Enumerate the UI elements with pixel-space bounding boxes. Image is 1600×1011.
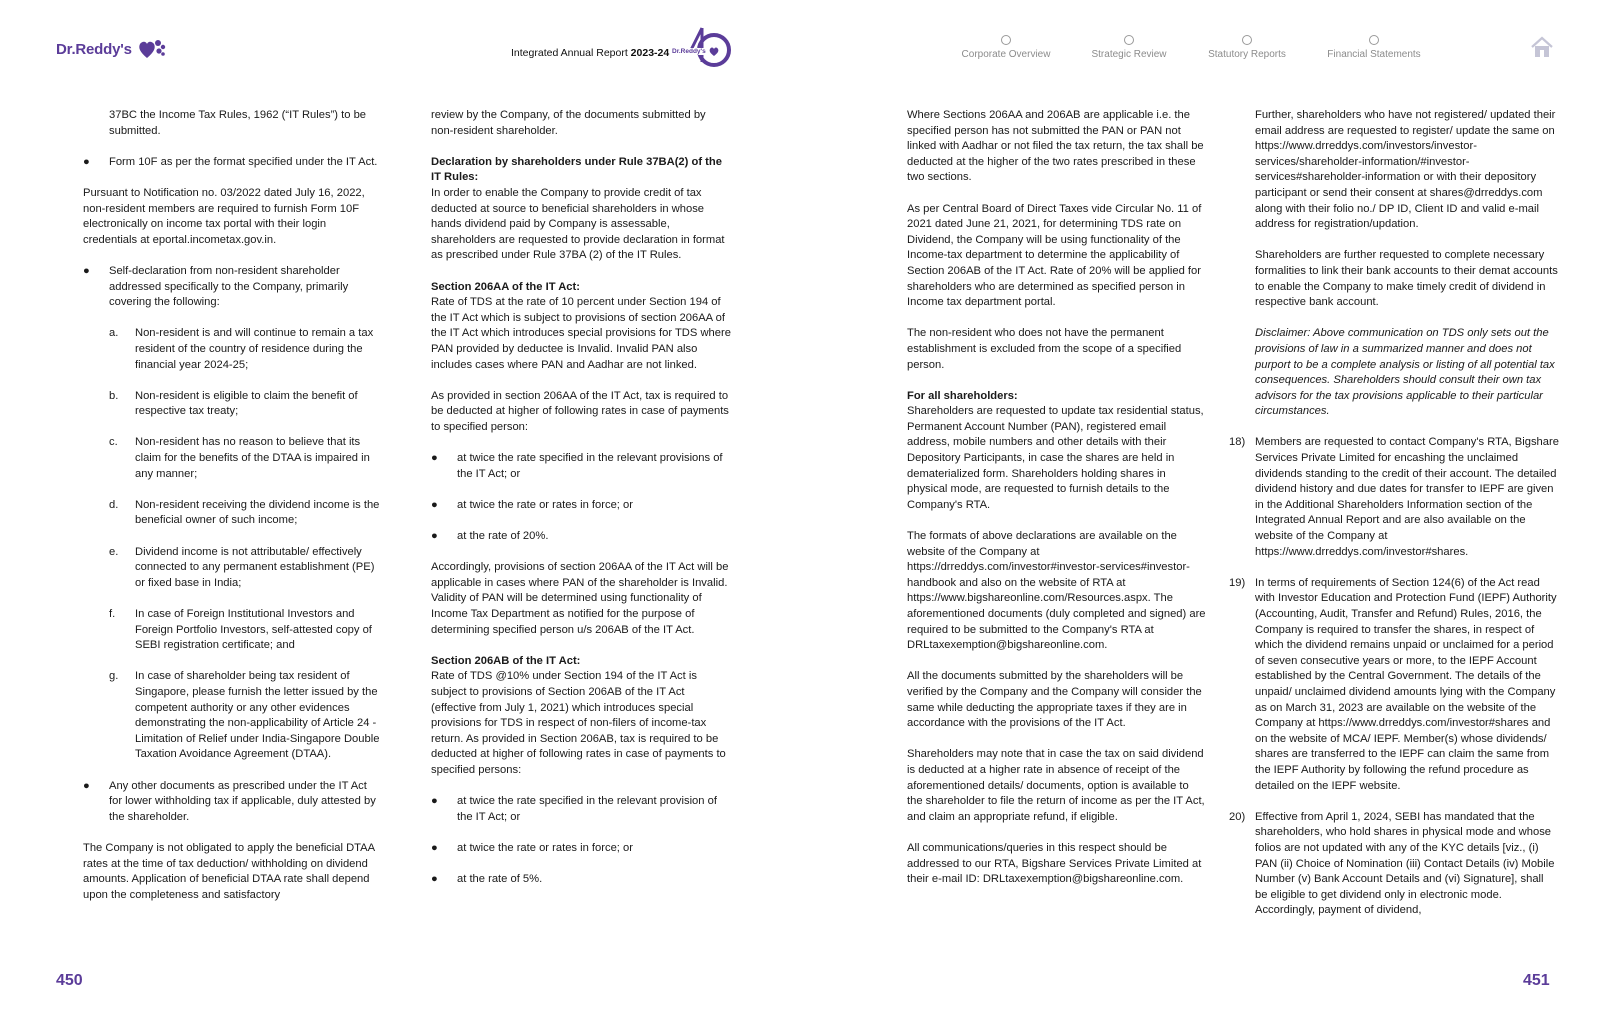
column-1 <box>83 108 383 919</box>
bullet-item: ● at the rate of 20%. <box>431 529 731 545</box>
bullet-icon: ● <box>83 264 90 277</box>
section-heading: Section 206AA of the IT Act: <box>431 280 580 293</box>
paragraph: As provided in section 206AA of the IT Act, tax is required to be deducted at higher of following rates in case of payments to specified person: <box>431 389 729 433</box>
paragraph: Accordingly, provisions of section 206AA of the IT Act will be applicable in cases where PAN of the shareholder is Invalid. Validity of PAN will be determined using functionality of Income Tax Department as notified for the purpose of determining specified person u/s 206AB of the IT Act. <box>431 561 729 636</box>
section-heading: Declaration by shareholders under Rule 37BA(2) of the IT Rules: <box>431 155 722 184</box>
nav-dot-icon <box>1369 35 1379 45</box>
logo-text: Dr.Reddy's <box>56 40 132 58</box>
bullet-item: ● Form 10F as per the format specified under the IT Act. <box>83 155 383 171</box>
nav-corporate-overview[interactable]: Corporate Overview <box>936 35 1076 60</box>
paragraph: As per Central Board of Direct Taxes vide Circular No. 11 of 2021 dated June 21, 2021, for determining TDS rate on Dividend, the Company will be using functionality of the Income-tax department to determine the applicability of Section 206AB of the IT Act. Rate of 20% will be applied for shareholders who are determined as specified person in Income tax department portal. <box>907 202 1202 309</box>
numbered-item: 18) Members are requested to contact Company's RTA, Bigshare Services Private Limited for encashing the unclaimed dividends standing to the credit of their account. The detailed dividend history and due dates for transfer to IEPF are given in the Additional Shareholders Information section of the Integrated Annual Report and are also available on the website of the Company at https://www.drreddys.com/investor#shares. <box>1229 436 1559 558</box>
nav-strategic-review[interactable]: Strategic Review <box>1059 35 1199 60</box>
paragraph: Rate of TDS at the rate of 10 percent under Section 194 of the IT Act which is subject to provisions of section 206AA of the IT Act which introduces special provisions for TDS where PAN provided by deductee is Invalid. Invalid PAN also includes cases where PAN and Aadhar are not linked. <box>431 296 731 371</box>
page-number-left: 450 <box>56 972 83 989</box>
paragraph: The non-resident who does not have the permanent establishment is excluded from the scope of a specified person. <box>907 327 1182 371</box>
badge-number <box>472 26 473 27</box>
paragraph: Pursuant to Notification no. 03/2022 dated July 16, 2022, non-resident members are required to furnish Form 10F electronically on income tax portal with their login credentials at eportal.incometax.gov.in. <box>83 186 365 246</box>
report-title: Integrated Annual Report 2023-24 <box>511 47 670 59</box>
nav-dot-icon <box>1124 35 1134 45</box>
paragraph: In order to enable the Company to provide credit of tax deducted at source to beneficial shareholders in whose hands dividend paid by Company is assessable, shareholders are requested to provide declaration in format as prescribed under Rule 37BA (2) of the IT Rules. <box>431 186 725 262</box>
list-item: f. In case of Foreign Institutional Investors and Foreign Portfolio Investors, self-attested copy of SEBI registration certificate; and <box>109 608 372 652</box>
paragraph: Shareholders are requested to update tax residential status, Permanent Account Number (PAN), registered email address, mobile numbers and other details with their Depository Participants, in case the shares are held in dematerialized form. Shareholders holding shares in physical mode, are requested to furnish details to the Company's RTA. <box>907 405 1204 511</box>
list-item: d. Non-resident receiving the dividend income is the beneficial owner of such income; <box>109 498 380 527</box>
page-number-right: 451 <box>1523 972 1550 989</box>
paragraph: Shareholders may note that in case the tax on said dividend is deducted at a higher rate in absence of receipt of the aforementioned details/ documents, option is available to the shareholder to file the return of income as per the IT Act, and claim an appropriate refund, if eligible. <box>907 748 1205 823</box>
paragraph: All the documents submitted by the shareholders will be verified by the Company and the Company will consider the same while deducting the appropriate taxes if they are in accordance with the provisions of the IT Act. <box>907 670 1202 730</box>
nav-dot-icon <box>1242 35 1252 45</box>
bullet-item: ● at twice the rate specified in the relevant provisions of the IT Act; or <box>431 452 723 480</box>
badge-text: Dr.Reddy's <box>672 48 706 55</box>
paragraph: The formats of above declarations are available on the website of the Company at https://drreddys.com/investor#investor-services#investor-handbook and also on the website of RTA at https://www.bigshareonline.com/Resources.aspx. The aforementioned documents (duly completed and signed) are required to be submitted to the Company's RTA at DRLtaxexemption@bigshareonline.com. <box>907 530 1206 652</box>
bullet-icon: ● <box>431 873 438 886</box>
paragraph: Further, shareholders who have not registered/ updated their email address are requested to register/ update the same on https://www.drreddys.com/investors/investor-services/shareholder-information/#investor-services#shareholder-information or with their depository participant or send their consent at shares@drreddys.com along with their folio no./ DP ID, Client ID and valid e-mail address for registration/updation. <box>1255 109 1556 231</box>
paragraph: Shareholders are further requested to complete necessary formalities to link their bank accounts to their demat accounts to enable the Company to make timely credit of dividend in respective bank account. <box>1255 249 1558 309</box>
bullet-item: ● at twice the rate or rates in force; or <box>431 841 731 857</box>
bullet-item: ● at twice the rate specified in the relevant provision of the IT Act; or <box>431 795 717 823</box>
list-item: g. In case of shareholder being tax resident of Singapore, please furnish the letter issued by the competent authority or any other evidences demonstrating the non-applicability of Article 24 - Limitation of Relief under India-Singapore Double Taxation Avoidance Agreement (DTAA). <box>109 670 380 761</box>
bullet-icon: ● <box>431 452 438 465</box>
numbered-item: 20) Effective from April 1, 2024, SEBI has mandated that the shareholders, who hold shares in physical mode and whose folios are not updated with any of the KYC details [viz., (i) PAN (ii) Choice of Nomination (iii) Contact Details (iv) Mobile Number (v) Bank Account Details and (vi) Signature], shall be eligible to get dividend only in electronic mode. Accordingly, payment of dividend, <box>1229 810 1555 917</box>
paragraph: All communications/queries in this respect should be addressed to our RTA, Bigshare Services Private Limited at their e-mail ID: DRLtaxexemption@bigshareonline.com. <box>907 841 1202 886</box>
home-button[interactable] <box>1530 36 1554 63</box>
bullet-icon: ● <box>83 155 90 168</box>
paragraph: The Company is not obligated to apply the beneficial DTAA rates at the time of tax deduction/ withholding on dividend amounts. Application of beneficial DTAA rate shall depend upon the completeness and satisfactory <box>83 841 375 901</box>
list-item: e. Dividend income is not attributable/ effectively connected to any permanent establishment (PE) or fixed base in India; <box>109 545 375 589</box>
column-2 <box>431 108 731 903</box>
report-year: 2023-24 <box>630 47 670 59</box>
bullet-icon: ● <box>431 498 438 511</box>
numbered-item: 19) In terms of requirements of Section 124(6) of the Act read with Investor Education and Protection Fund (IEPF) Authority (Accounting, Audit, Transfer and Refund) Rules, 2016, the Company is required to transfer the shares, in respect of which the dividend remains unpaid or unclaimed for a period of seven consecutive years or more, to the IEPF Account established by the Central Government. The details of the unpaid/ unclaimed dividend amounts lying with the Company as on March 31, 2023 are available on the website of the Company at https://www.drreddys.com/investor#shares and on the website of MCA/ IEPF. Member(s) whose dividends/ shares are transferred to the IEPF can claim the same from the IEPF Authority by following the refund procedure as detailed on the IEPF website. <box>1229 576 1557 792</box>
list-item: b. Non-resident is eligible to claim the benefit of respective tax treaty; <box>109 389 358 418</box>
paragraph: 37BC the Income Tax Rules, 1962 (“IT Rules”) to be submitted. <box>109 109 367 137</box>
paragraph: review by the Company, of the documents submitted by non-resident shareholder. <box>431 109 706 137</box>
column-3 <box>907 108 1207 903</box>
nav-financial-statements[interactable]: Financial Statements <box>1304 35 1444 60</box>
list-item: c. Non-resident has no reason to believe that its claim for the benefits of the DTAA is impaired in any manner; <box>109 436 370 480</box>
bullet-item: ● Self-declaration from non-resident shareholder addressed specifically to the Company, primarily covering the following: <box>83 264 349 309</box>
bullet-icon: ● <box>431 795 438 808</box>
bullet-item: ● at twice the rate or rates in force; or <box>431 498 731 514</box>
paragraph: Rate of TDS @10% under Section 194 of the IT Act is subject to provisions of Section 206AB of the IT Act (effective from July 1, 2021) which introduces special provisions for TDS in respect of non-filers of income-tax return. As provided in Section 206AB, tax is required to be deducted at higher of following rates in case of payments to specified persons: <box>431 670 726 776</box>
paragraph: Where Sections 206AA and 206AB are applicable i.e. the specified person has not submitted the PAN or PAN not linked with Aadhar or not filed the tax return, the tax shall be deducted at the higher of the two rates prescribed in these two sections. <box>907 109 1204 184</box>
bullet-icon: ● <box>431 530 438 543</box>
column-4 <box>1229 108 1559 934</box>
section-nav <box>0 35 1600 65</box>
nav-dot-icon <box>1001 35 1011 45</box>
disclaimer: Disclaimer: Above communication on TDS only sets out the provisions of law in a summarized manner and does not purport to be a complete analysis or listing of all potential tax consequences. Shareholders should consult their own tax advisors for the tax provisions applicable to their particular circumstances. <box>1255 327 1555 418</box>
bullet-icon: ● <box>431 841 438 854</box>
home-icon <box>1530 36 1554 58</box>
bullet-item: ● Any other documents as prescribed under the IT Act for lower withholding tax if applicable, duly attested by the shareholder. <box>83 779 376 823</box>
bullet-item: ● at the rate of 5%. <box>431 872 731 888</box>
bullet-icon: ● <box>83 779 90 792</box>
section-heading: Section 206AB of the IT Act: <box>431 654 581 667</box>
section-heading: For all shareholders: <box>907 389 1018 402</box>
list-item: a. Non-resident is and will continue to remain a tax resident of the country of residence during the financial year 2024-25; <box>109 327 374 371</box>
nav-statutory-reports[interactable]: Statutory Reports <box>1177 35 1317 60</box>
